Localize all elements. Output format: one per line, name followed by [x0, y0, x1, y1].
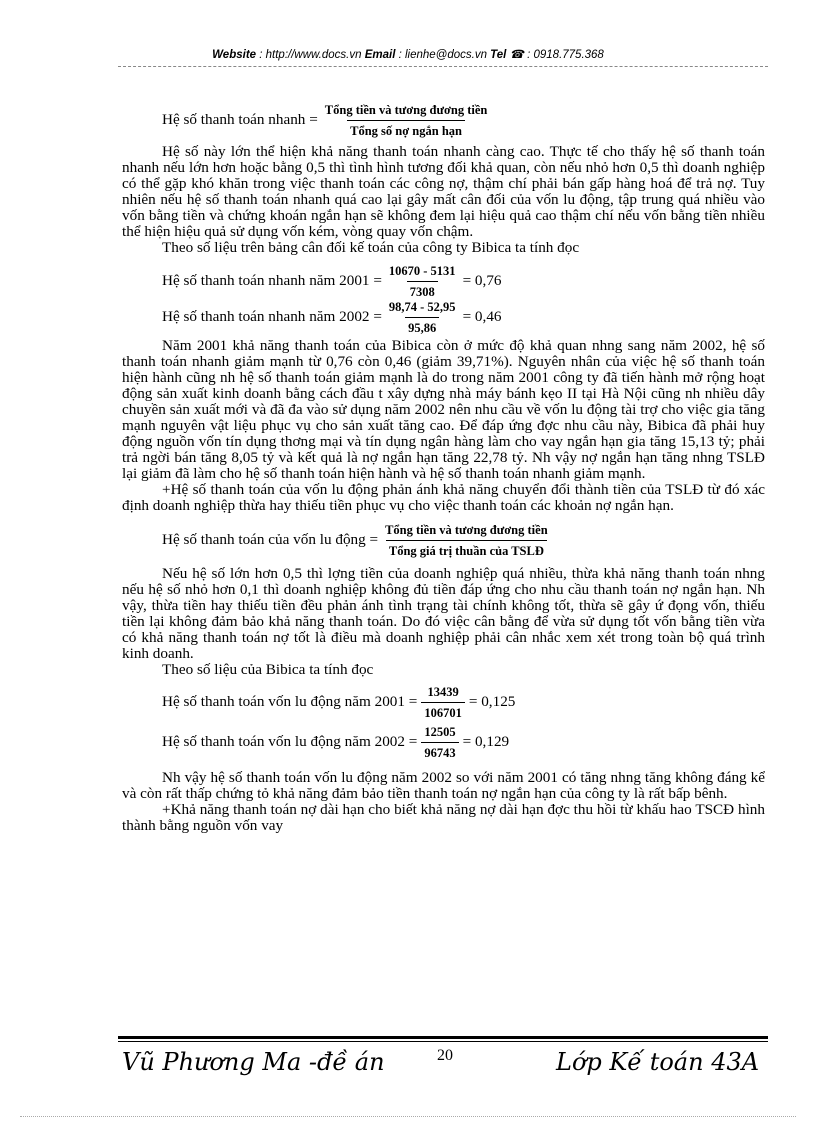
- formula-result: = 0,129: [462, 733, 510, 750]
- formula-label: Hệ số thanh toán của vốn lu động =: [162, 531, 379, 548]
- document-body: [122, 100, 765, 834]
- paragraph-long-term-debt: +Khả năng thanh toán nợ dài hạn cho biết khả năng nợ dài hạn đợc thu hồi từ khấu hao TSCĐ hình thành bằng nguồn vốn vay: [122, 801, 765, 834]
- fraction-denominator: Tổng số nợ ngắn hạn: [347, 120, 465, 139]
- paragraph-working-capital-conclusion: Nh vậy hệ số thanh toán vốn lu động năm 2002 so với năm 2001 có tăng nhng tăng không đáng kể và còn rất thấp chứng tỏ khả năng đảm bảo tiền thanh toán nợ ngắn hạn của công ty là rất bấp bênh.: [122, 769, 765, 802]
- footer-divider-thick: [118, 1036, 768, 1039]
- fraction-numerator: 12505: [424, 724, 456, 739]
- fraction: [386, 263, 459, 300]
- fraction-numerator: Tổng tiền và tương đương tiền: [385, 522, 548, 537]
- fraction-denominator: 7308: [407, 281, 438, 300]
- email-address[interactable]: : lienhe@docs.vn: [395, 49, 491, 61]
- formula-label: Hệ số thanh toán vốn lu động năm 2001 =: [162, 693, 418, 710]
- fraction: [421, 724, 458, 761]
- paragraph-calculation-intro-2: Theo số liệu của Bibica ta tính đọc: [162, 661, 374, 678]
- footer-author: Vũ Phương Ma -đề án: [122, 1048, 385, 1076]
- tel-number: ☎ : 0918.775.368: [506, 49, 604, 61]
- header-divider: [118, 66, 768, 67]
- fraction-numerator: Tổng tiền và tương đương tiền: [324, 102, 488, 117]
- page-number: 20: [437, 1047, 453, 1064]
- fraction-numerator: 10670 - 5131: [388, 263, 456, 278]
- fraction: [382, 522, 551, 559]
- paragraph-analysis-2001-2002: Năm 2001 khả năng thanh toán của Bibica còn ở mức độ khả quan nhng sang năm 2002, hệ số thanh toán nhanh giảm mạnh từ 0,76 còn 0,46 (giảm 39,71%). Nguyên nhân của việc hệ số thanh toán hiện hành cũng nh hệ số thanh toán giảm mạnh là do trong năm 2001 công ty đã tiến hành mở rộng hoạt động sản xuất kinh doanh bằng cách đầu t xây dựng nhà máy bánh kẹo II tại Hà Nội cũng nh nhiều dây chuyền sản xuất mới và đã đa vào sử dụng năm 2002 nên nhu cầu về vốn lu động tài trợ cho việc gia tăng mạnh nguyên vật liệu phục vụ cho sản xuất tăng cao. Để đáp ứng đợc nhu cầu này, Bibica đã phải huy động nguồn vốn tín dụng thơng mại và tín dụng ngân hàng làm cho vay ngắn hạn gia tăng 15,13 tỷ; phải trả ngời bán tăng 8,05 tỷ và kết quả là nợ ngắn hạn tăng 22,78 tỷ. Nh vậy nợ ngắn hạn tăng nhng TSLĐ lại giảm đã làm cho hệ số thanh toán hiện hành và hệ số thanh toán nhanh giảm mạnh.: [122, 337, 765, 482]
- formula-result: = 0,46: [462, 308, 502, 325]
- paragraph-calculation-intro: Theo số liệu trên bảng cân đối kế toán của công ty Bibica ta tính đọc: [162, 239, 580, 256]
- website-label: Website: [212, 49, 257, 61]
- formula-quick-ratio-2002: [162, 300, 765, 334]
- formula-quick-ratio: [162, 100, 765, 140]
- fraction: [421, 684, 465, 721]
- fraction-numerator: 98,74 - 52,95: [388, 299, 456, 314]
- paragraph-working-capital-ratio: +Hệ số thanh toán của vốn lu động phản ánh khả năng chuyển đổi thành tiền của TSLĐ từ đó xác định doanh nghiệp thừa hay thiếu tiền phục vụ cho việc thanh toán các khoản nợ ngắn hạn.: [122, 481, 765, 514]
- footer-class: Lớp Kế toán 43A: [556, 1048, 760, 1076]
- fraction-denominator: 95,86: [405, 317, 439, 336]
- formula-result: = 0,125: [468, 693, 516, 710]
- fraction: [386, 299, 459, 336]
- paragraph-quick-ratio-explanation: Hệ số này lớn thể hiện khả năng thanh toán nhanh càng cao. Thực tế cho thấy hệ số thanh toán nhanh nếu lớn hơn hoặc bằng 0,5 thì tình hình tương đối khả quan, còn nếu nhỏ hơn 0,5 thì doanh nghiệp có thể gặp khó khăn trong việc thanh toán các công nợ, thậm chí phải bán gấp hàng hoá để trả nợ. Tuy nhiên nếu hệ số thanh toán nhanh quá cao lại gây mất cân đối của vốn lu động, tập trung quá nhiều vào vốn bằng tiền và chứng khoán ngắn hạn sẽ không đem lại hiệu quả cao thậm chí nếu vốn bằng tiền nhiều thể hiện hiệu quả sử dụng vốn kém, vòng quay vốn chậm.: [122, 143, 765, 240]
- formula-label: Hệ số thanh toán vốn lu động năm 2002 =: [162, 733, 418, 750]
- formula-working-capital-2002: [162, 722, 765, 762]
- fraction-denominator: Tổng giá trị thuần của TSLĐ: [386, 540, 547, 559]
- tel-label: Tel: [490, 49, 507, 61]
- fraction: [322, 102, 491, 139]
- fraction-numerator: 13439: [427, 684, 459, 699]
- fraction-denominator: 96743: [421, 742, 458, 761]
- formula-label: Hệ số thanh toán nhanh năm 2001 =: [162, 272, 382, 289]
- footer-divider-thin: [118, 1041, 768, 1042]
- formula-quick-ratio-2001: [162, 264, 765, 298]
- formula-working-capital-ratio: [162, 520, 765, 560]
- formula-label: Hệ số thanh toán nhanh =: [162, 111, 318, 128]
- formula-working-capital-2001: [162, 682, 765, 722]
- page-bottom-border: [20, 1116, 796, 1117]
- email-label: Email: [364, 49, 396, 61]
- paragraph-working-capital-explanation: Nếu hệ số lớn hơn 0,5 thì lợng tiền của doanh nghiệp quá nhiều, thừa khả năng thanh toán nhng nếu hệ số nhỏ hơn 0,1 thì doanh nghiệp không đủ tiền đáp ứng cho nhu cầu thanh toán nợ ngắn hạn. Nh vậy, thừa tiền hay thiếu tiền đều phản ánh tình trạng tài chính không tốt, thừa sẽ gây ứ đọng vốn, thiếu tiền lại không đảm bảo khả năng thanh toán. Do đó việc cân bằng để vừa sử dụng tốt vốn bằng tiền vừa có khả năng thanh toán nợ tốt là điều mà doanh nghiệp phải cân nhắc xem xét trong toàn bộ quá trình kinh doanh.: [122, 565, 765, 662]
- fraction-denominator: 106701: [421, 702, 465, 721]
- page-header: [0, 47, 816, 61]
- formula-label: Hệ số thanh toán nhanh năm 2002 =: [162, 308, 382, 325]
- website-url[interactable]: : http://www.docs.vn: [256, 49, 365, 61]
- formula-result: = 0,76: [462, 272, 502, 289]
